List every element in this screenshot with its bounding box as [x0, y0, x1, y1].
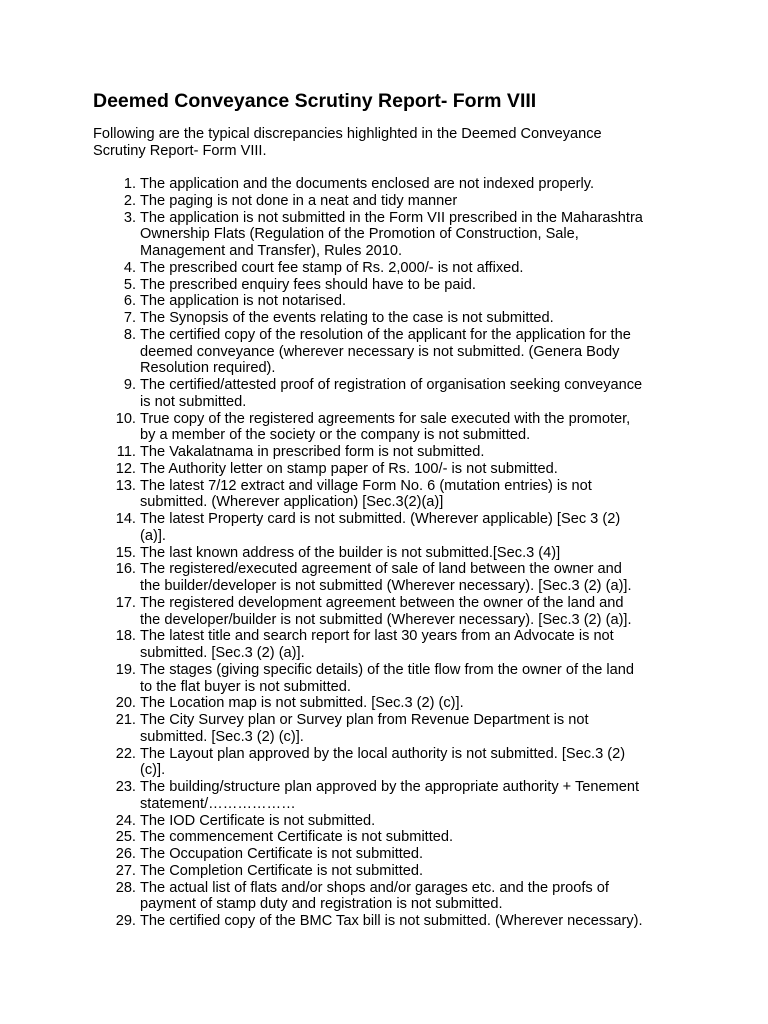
- list-item: [0, 595, 688, 629]
- list-item-text: The Completion Certificate is not submitted.: [140, 862, 424, 879]
- list-item-text: The Layout plan approved by the local authority is not submitted. [Sec.3 (2): [140, 745, 626, 762]
- intro-line: Scrutiny Report- Form VIII.: [93, 143, 267, 159]
- list-item: [0, 746, 688, 780]
- list-item: [0, 411, 688, 445]
- list-item-number: 21.: [115, 712, 136, 728]
- list-item-text: the builder/developer is not submitted (Wherever necessary). [Sec.3 (2) (a)].: [140, 578, 632, 594]
- list-item-text: (a)].: [140, 527, 166, 544]
- list-item-text: The prescribed court fee stamp of Rs. 2,000/- is not affixed.: [140, 259, 524, 276]
- list-item-text: the developer/builder is not submitted (Wherever necessary). [Sec.3 (2) (a)].: [140, 611, 632, 628]
- list-item-number: 18.: [115, 628, 136, 645]
- list-item-text: statement/………………: [140, 795, 296, 812]
- list-item-number: 11.: [116, 444, 136, 460]
- list-item-text: payment of stamp duty and registration is not submitted.: [140, 896, 503, 913]
- list-item-number: 10.: [115, 410, 136, 427]
- list-item-text: The commencement Certificate is not submitted.: [140, 829, 454, 846]
- list-item: [0, 210, 688, 260]
- list-item: [0, 779, 688, 813]
- list-item: [0, 863, 688, 880]
- list-item-text: The certified copy of the BMC Tax bill is not submitted. (Wherever necessary).: [140, 913, 643, 929]
- list-item-text: deemed conveyance (wherever necessary is not submitted. (Genera Body: [140, 343, 620, 360]
- list-item: [0, 327, 688, 377]
- list-item: [0, 461, 688, 478]
- list-item: [0, 478, 688, 512]
- list-item-number: 7.: [123, 310, 136, 326]
- list-item-number: 24.: [115, 812, 136, 829]
- list-item-number: 12.: [115, 460, 136, 477]
- list-item-text: is not submitted.: [140, 393, 247, 410]
- list-item-text: The prescribed enquiry fees should have to be paid.: [140, 276, 476, 293]
- list-item-text: The Synopsis of the events relating to the case is not submitted.: [140, 310, 554, 326]
- list-item-text: The Location map is not submitted. [Sec.3 (2) (c)].: [140, 695, 464, 712]
- list-item-text: The building/structure plan approved by the appropriate authority + Tenement: [140, 779, 640, 795]
- list-item-text: The Occupation Certificate is not submitted.: [140, 846, 424, 862]
- discrepancy-list: [0, 176, 768, 930]
- list-item: [0, 913, 688, 930]
- list-item-number: 16.: [115, 561, 136, 578]
- list-item: [0, 662, 688, 696]
- list-item-number: 20.: [115, 695, 136, 712]
- list-item: [0, 829, 688, 846]
- list-item-number: 13.: [115, 477, 136, 494]
- list-item-number: 3.: [123, 209, 136, 226]
- list-item: [0, 846, 688, 863]
- list-item-text: The application and the documents enclosed are not indexed properly.: [140, 176, 595, 192]
- list-item-number: 2.: [123, 192, 136, 209]
- list-item: [0, 813, 688, 830]
- list-item: [0, 444, 688, 461]
- list-item-number: 29.: [115, 913, 136, 929]
- list-item: [0, 695, 688, 712]
- list-item: [0, 310, 688, 327]
- list-item-text: The certified copy of the resolution of the applicant for the application for the: [140, 326, 631, 343]
- intro-line: Following are the typical discrepancies highlighted in the Deemed Conveyance: [93, 126, 602, 142]
- list-item: [0, 277, 688, 294]
- intro-paragraph: [93, 126, 693, 160]
- list-item-text: Ownership Flats (Regulation of the Promotion of Construction, Sale,: [140, 226, 579, 243]
- list-item-text: The last known address of the builder is not submitted.[Sec.3 (4)]: [140, 544, 561, 561]
- list-item-number: 27.: [115, 862, 136, 879]
- list-item-number: 15.: [115, 544, 136, 561]
- list-item-text: by a member of the society or the company is not submitted.: [140, 427, 531, 444]
- list-item-text: The City Survey plan or Survey plan from Revenue Department is not: [140, 712, 589, 728]
- list-item-number: 28.: [115, 879, 136, 896]
- list-item-number: 26.: [115, 846, 136, 862]
- list-item: [0, 193, 688, 210]
- list-item-text: The stages (giving specific details) of the title flow from the owner of the land: [140, 661, 634, 678]
- list-item-text: The actual list of flats and/or shops and/or garages etc. and the proofs of: [140, 879, 609, 896]
- list-item-text: to the flat buyer is not submitted.: [140, 678, 351, 695]
- list-item: [0, 293, 688, 310]
- list-item-text: Resolution required).: [140, 360, 276, 377]
- list-item-text: submitted. (Wherever application) [Sec.3(2)(a)]: [140, 494, 444, 511]
- list-item-text: Management and Transfer), Rules 2010.: [140, 243, 403, 259]
- list-item: [0, 176, 688, 193]
- list-item-text: The latest Property card is not submitted. (Wherever applicable) [Sec 3 (2): [140, 511, 621, 527]
- list-item-text: The application is not notarised.: [140, 293, 347, 310]
- list-item-text: True copy of the registered agreements for sale executed with the promoter,: [140, 410, 631, 427]
- list-item: [0, 377, 688, 411]
- list-item-number: 1.: [123, 176, 136, 192]
- list-item-number: 8.: [123, 326, 136, 343]
- list-item-text: The latest 7/12 extract and village Form No. 6 (mutation entries) is not: [140, 477, 592, 494]
- list-item-number: 17.: [115, 594, 136, 611]
- list-item-text: The application is not submitted in the Form VII prescribed in the Maharashtra: [140, 209, 643, 226]
- list-item-number: 5.: [123, 276, 136, 293]
- list-item-text: (c)].: [140, 762, 166, 779]
- list-item-text: The IOD Certificate is not submitted.: [140, 812, 376, 829]
- list-item-text: The certified/attested proof of registration of organisation seeking conveyance: [140, 377, 643, 393]
- list-item: [0, 260, 688, 277]
- list-item-text: The paging is not done in a neat and tidy manner: [140, 192, 458, 209]
- list-item-text: submitted. [Sec.3 (2) (a)].: [140, 645, 305, 661]
- list-item-text: The Vakalatnama in prescribed form is not submitted.: [140, 444, 485, 460]
- list-item-text: The registered/executed agreement of sale of land between the owner and: [140, 561, 622, 578]
- list-item: [0, 628, 688, 662]
- list-item-number: 14.: [115, 511, 136, 527]
- list-item-text: submitted. [Sec.3 (2) (c)].: [140, 728, 304, 745]
- list-item-number: 23.: [115, 779, 136, 795]
- list-item: [0, 511, 688, 545]
- list-item: [0, 712, 688, 746]
- list-item-text: The latest title and search report for last 30 years from an Advocate is not: [140, 628, 614, 645]
- list-item-number: 25.: [115, 829, 136, 846]
- list-item-text: The Authority letter on stamp paper of Rs. 100/- is not submitted.: [140, 460, 558, 477]
- list-item-text: The registered development agreement between the owner of the land and: [140, 594, 624, 611]
- list-item: [0, 880, 688, 914]
- list-item-number: 9.: [123, 377, 136, 393]
- list-item-number: 4.: [123, 259, 136, 276]
- list-item-number: 22.: [115, 745, 136, 762]
- list-item-number: 19.: [115, 661, 136, 678]
- list-item: [0, 561, 688, 595]
- list-item: [0, 545, 688, 562]
- document-title: Deemed Conveyance Scrutiny Report- Form VIII: [93, 90, 537, 112]
- list-item-number: 6.: [123, 293, 136, 310]
